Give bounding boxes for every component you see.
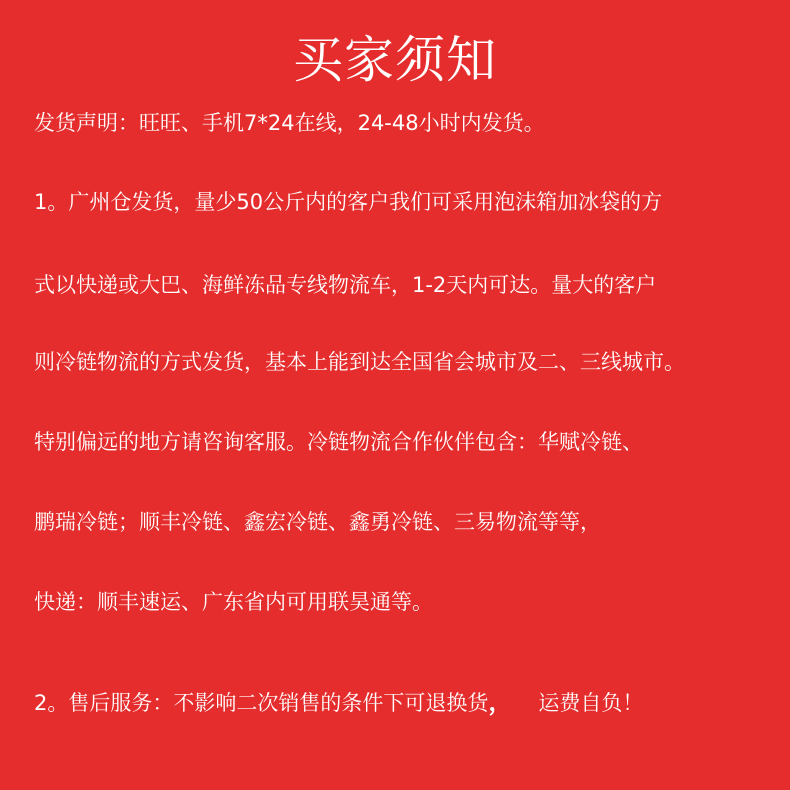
notice-line-2: 式以快递或大巴、海鲜冻品专线物流车，1-2天内可达。量大的客户 — [34, 273, 657, 297]
after-sales-comma: ， — [488, 688, 513, 716]
notice-line-5: 鹏瑞冷链；顺丰冷链、鑫宏冷链、鑫勇冷链、三易物流等等， — [34, 510, 601, 534]
notice-line-1: 1。广州仓发货，量少50公斤内的客户我们可采用泡沫箱加冰袋的方 — [34, 190, 663, 214]
shipping-statement: 发货声明：旺旺、手机7*24在线，24-48小时内发货。 — [34, 111, 545, 135]
express-line: 快递：顺丰速运、广东省内可用联昊通等。 — [34, 590, 433, 614]
notice-line-4: 特别偏远的地方请咨询客服。冷链物流合作伙伴包含：华赋冷链、 — [34, 430, 643, 454]
notice-line-3: 则冷链物流的方式发货，基本上能到达全国省会城市及二、三线城市。 — [34, 350, 685, 374]
shipping-fee-note: 运费自负！ — [538, 691, 644, 715]
after-sales-line — [34, 688, 643, 717]
after-sales-text: 2。售后服务：不影响二次销售的条件下可退换货 — [34, 691, 489, 715]
page-title: 买家须知 — [293, 31, 497, 89]
